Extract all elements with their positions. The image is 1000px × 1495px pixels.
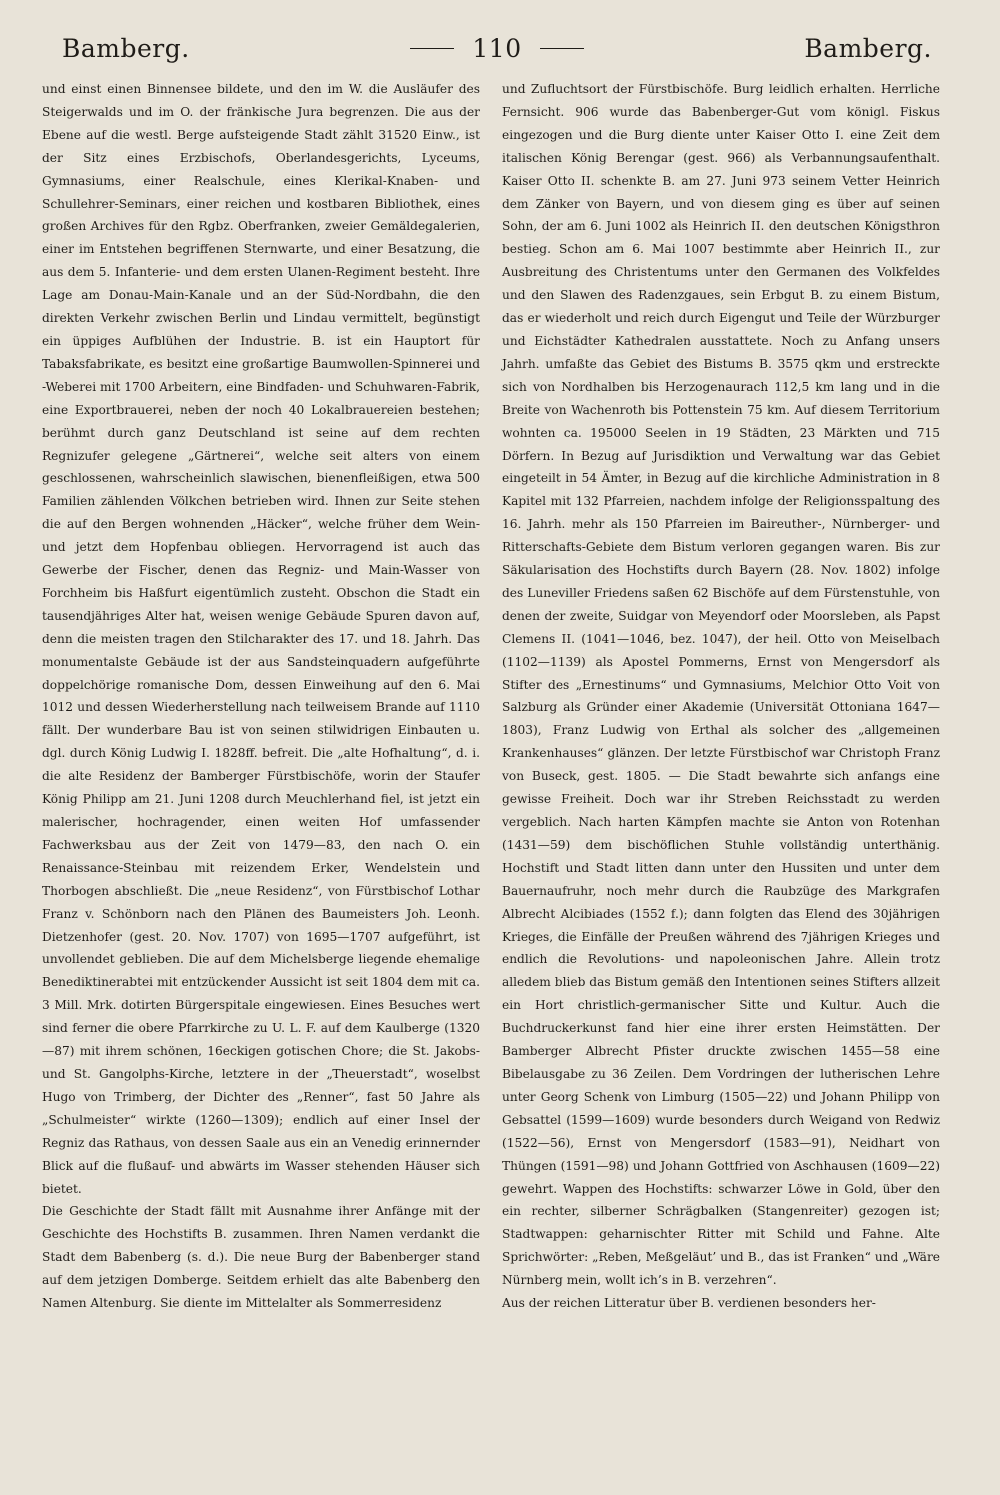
left-paragraph-2: Die Geschichte der Stadt fällt mit Ausnahme ihrer Anfänge mit der Geschichte des Hochstifts B. zusammen. Ihren Namen verdankt die Stadt dem Babenberg (s. d.). Die neue Burg der Babenberger stand auf dem jetzigen Domberge. Seitdem erhielt das alte Babenberg den Namen Altenburg. Sie diente im Mittelalter als Sommerresidenz [42,1204,480,1311]
text-columns [42,78,940,1315]
header-rule-right [540,48,584,49]
left-paragraph-1: und einst einen Binnensee bildete, und den im W. die Ausläufer des Steigerwalds und im O. der fränkische Jura begrenzen. Die aus der Ebene auf die westl. Berge aufsteigende Stadt zählt 31520 Einw., ist der Sitz eines Erzbischofs, Oberlandesgerichts, Lyceums, Gymnasiums, einer Realschule, eines Klerikal-Knaben- und Schullehrer-Seminars, einer reichen und kostbaren Bibliothek, eines großen Archives für den Rgbz. Oberfranken, zweier Gemäldegalerien, einer im Entstehen begriffenen Sternwarte, und einer Besatzung, die aus dem 5. Infanterie- und dem ersten Ulanen-Regiment besteht. Ihre Lage am Donau-Main-Kanale und an der Süd-Nordbahn, die den direkten Verkehr zwischen Berlin und Lindau vermittelt, begünstigt ein üppiges Aufblühen der Industrie. B. ist ein Hauptort für Tabaksfabrikate, es besitzt eine großartige Baumwollen-Spinnerei und -Weberei mit 1700 Arbeitern, eine Bindfaden- und Schuhwaren-Fabrik, eine Exportbrauerei, neben der noch 40 Lokalbrauereien bestehen; berühmt durch ganz Deutschland ist seine auf dem rechten Regnizufer gelegene „Gärtnerei“, welche seit alters von einem geschlossenen, wahrscheinlich slawischen, bienenfleißigen, etwa 500 Familien zählenden Völkchen betrieben wird. Ihnen zur Seite stehen die auf den Bergen wohnenden „Häcker“, welche früher dem Wein- und jetzt dem Hopfenbau obliegen. Hervorragend ist auch das Gewerbe der Fischer, denen das Regniz- und Main-Wasser von Forchheim bis Haßfurt eigentümlich zusteht. Obschon die Stadt ein tausendjähriges Alter hat, weisen wenige Gebäude Spuren davon auf, denn die meisten tragen den Stilcharakter des 17. und 18. Jahrh. Das monumentalste Gebäude ist der aus Sandsteinquadern aufgeführte doppelchörige romanische Dom, dessen Einweihung auf den 6. Mai 1012 und dessen Wiederherstellung nach teilweisem Brande auf 1110 fällt. Der wunderbare Bau ist von seinen stilwidrigen Einbauten u. dgl. durch König Ludwig I. 1828ff. befreit. Die „alte Hofhaltung“, d. i. die alte Residenz der Bamberger Fürstbischöfe, worin der Staufer König Philipp am 21. Juni 1208 durch Meuchlerhand fiel, ist jetzt ein malerischer, hochragender, einen weiten Hof umfassender Fachwerksbau aus der Zeit von 1479—83, den nach O. ein Renaissance-Steinbau mit reizendem Erker, Wendelstein und Thorbogen abschließt. Die „neue Residenz“, von Fürstbischof Lothar Franz v. Schönborn nach den Plänen des Baumeisters Joh. Leonh. Dietzenhofer (gest. 20. Nov. 1707) von 1695—1707 aufgeführt, ist unvollendet geblieben. Die auf dem Michelsberge liegende ehemalige Benediktinerabtei mit entzückender Aussicht ist seit 1804 dem mit ca. 3 Mill. Mrk. dotirten Bürgerspitale eingewiesen. Eines Besuches wert sind ferner die obere Pfarrkirche zu U. L. F. auf dem Kaulberge (1320—87) mit ihrem schönen, 16eckigen gotischen Chore; die St. Jakobs- und St. Gangolphs-Kirche, letztere in der „Theuerstadt“, woselbst Hugo von Trimberg, der Dichter des „Renner“, fast 50 Jahre als „Schulmeister“ wirkte (1260—1309); endlich auf einer Insel der Regniz das Rathaus, von dessen Saale aus ein an Venedig erinnernder Blick auf die flußauf- und abwärts im Wasser stehenden Häuser sich bietet. [42,82,480,1196]
right-paragraph-2: Aus der reichen Litteratur über B. verdienen besonders her- [502,1296,876,1311]
right-column [502,78,940,1315]
left-column [42,78,480,1315]
page-number-group [410,34,583,63]
running-title-right: Bamberg. [804,33,932,63]
header-rule-left [410,48,454,49]
running-header [42,30,940,66]
page-number: 110 [472,33,522,63]
running-title-left: Bamberg. [62,33,190,63]
right-paragraph-1: und Zufluchtsort der Fürstbischöfe. Burg leidlich erhalten. Herrliche Fernsicht. 906 wurde das Babenberger-Gut vom königl. Fiskus eingezogen und die Burg diente unter Kaiser Otto I. eine Zeit dem italischen König Berengar (gest. 966) als Verbannungsaufenthalt. Kaiser Otto II. schenkte B. am 27. Juni 973 seinem Vetter Heinrich dem Zänker von Bayern, und von diesem ging es über auf seinen Sohn, der am 6. Juni 1002 als Heinrich II. den deutschen Königsthron bestieg. Schon am 6. Mai 1007 bestimmte aber Heinrich II., zur Ausbreitung des Christentums unter den Germanen des Volkfeldes und den Slawen des Radenzgaues, sein Erbgut B. zu einem Bistum, das er wiederholt und reich durch Eigengut und Teile der Würzburger und Eichstädter Kathedralen ausstattete. Noch zu Anfang unsers Jahrh. umfaßte das Gebiet des Bistums B. 3575 qkm und erstreckte sich von Nordhalben bis Herzogenaurach 112,5 km lang und in die Breite von Wachenroth bis Pottenstein 75 km. Auf diesem Territorium wohnten ca. 195000 Seelen in 19 Städten, 23 Märkten und 715 Dörfern. In Bezug auf Jurisdiktion und Verwaltung war das Gebiet eingeteilt in 54 Ämter, in Bezug auf die kirchliche Administration in 8 Kapitel mit 132 Pfarreien, nachdem infolge der Religionsspaltung des 16. Jahrh. mehr als 150 Pfarreien im Baireuther-, Nürnberger- und Ritterschafts-Gebiete dem Bistum verloren gegangen waren. Bis zur Säkularisation des Hochstifts durch Bayern (28. Nov. 1802) infolge des Luneviller Friedens saßen 62 Bischöfe auf dem Fürstenstuhle, von denen der zweite, Suidgar von Meyendorf oder Moorsleben, als Papst Clemens II. (1041—1046, bez. 1047), der heil. Otto von Meiselbach (1102—1139) als Apostel Pommerns, Ernst von Mengersdorf als Stifter des „Ernestinums“ und Gymnasiums, Melchior Otto Voit von Salzburg als Gründer einer Akademie (Universität Ottoniana 1647—1803), Franz Ludwig von Erthal als solcher des „allgemeinen Krankenhauses“ glänzen. Der letzte Fürstbischof war Christoph Franz von Buseck, gest. 1805. — Die Stadt bewahrte sich anfangs eine gewisse Freiheit. Doch war ihr Streben Reichsstadt zu werden vergeblich. Nach harten Kämpfen machte sie Anton von Rotenhan (1431—59) dem bischöflichen Stuhle vollständig unterthänig. Hochstift und Stadt litten dann unter den Hussiten und unter dem Bauernaufruhr, noch mehr durch die Raubzüge des Markgrafen Albrecht Alcibiades (1552 f.); dann folgten das Elend des 30jährigen Krieges, die Einfälle der Preußen während des 7jährigen Krieges und endlich die Revolutions- und napoleonischen Jahre. Allein trotz alledem blieb das Bistum gemäß den Intentionen seines Stifters allzeit ein Hort christlich-germanischer Sitte und Kultur. Auch die Buchdruckerkunst fand hier eine ihrer ersten Heimstätten. Der Bamberger Albrecht Pfister druckte zwischen 1455—58 eine Bibelausgabe zu 36 Zeilen. Dem Vordringen der lutherischen Lehre unter Georg Schenk von Limburg (1505—22) und Johann Philipp von Gebsattel (1599—1609) wurde besonders durch Weigand von Redwiz (1522—56), Ernst von Mengersdorf (1583—91), Neidhart von Thüngen (1591—98) und Johann Gottfried von Aschhausen (1609—22) gewehrt. Wappen des Hochstifts: schwarzer Löwe in Gold, über den ein rechter, silberner Schrägbalken (Stangenreiter) gezogen ist; Stadtwappen: geharnischter Ritter mit Schild und Fahne. Alte Sprichwörter: „Reben, Meßgeläut’ und B., das ist Franken“ und „Wäre Nürnberg mein, wollt ich’s in B. verzehren“. [502,82,940,1288]
